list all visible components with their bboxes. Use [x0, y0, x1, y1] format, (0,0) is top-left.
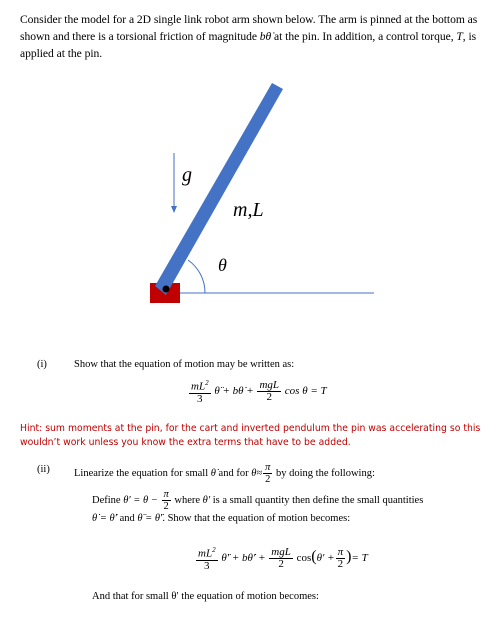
intro-part3: , is applied at the pin. [20, 30, 477, 60]
item-2-line-3 [92, 513, 350, 524]
pi-numerator-b: π [163, 489, 169, 500]
pi-denominator: 2 [265, 474, 271, 485]
eq1-three: 3 [197, 392, 203, 405]
eq2-tail: = T [351, 551, 368, 564]
item-2-line-1c: and for [215, 467, 252, 479]
intro-part1: Consider the model for a 2D single link robot arm shown below. The arm is pinned at the bottom as shown and there is a torsional friction of magnitude [20, 13, 478, 43]
pi-numerator: π [265, 462, 271, 473]
eq2-cos: cos [296, 551, 312, 564]
item-2-line-3d: . Show that the equation of motion becomes: [162, 513, 351, 524]
eq2-inner: θ′ + [316, 551, 335, 564]
angle-label: θ [218, 255, 227, 275]
eq1-mid: θ̈ + bθ̇ + [214, 384, 254, 397]
gravity-arrowhead [171, 206, 177, 213]
theta-dot-prime-eq: θ̇ = θ̇′ [92, 513, 117, 524]
pi-denominator-b: 2 [163, 501, 169, 512]
item-1-number: (i) [37, 359, 47, 370]
equation-of-motion [188, 378, 327, 405]
intro-part2: at the pin. In addition, a control torque, [271, 30, 457, 43]
item-2-line-1e: by doing the following: [273, 467, 375, 479]
gravity-label: g [182, 164, 192, 186]
arm-label: m,L [233, 199, 264, 221]
item-2-line-1 [74, 462, 375, 485]
hint-text: Hint: sum moments at the pin, for the cart and inverted pendulum the pin was accelerating so this wouldn’t work unless you know the extra terms that have to be added. [20, 423, 481, 448]
fraction-mgL-over-2 [257, 380, 281, 403]
fraction-mgL-over-2-b [269, 547, 293, 570]
theta-approx-symbol: θ≈ [251, 467, 263, 479]
item-2-final-line: And that for small θ′ the equation of motion becomes: [92, 591, 319, 602]
eq2-mgL: mgL [271, 545, 291, 558]
eq2-mid: θ̈′ + bθ̇′ + [221, 551, 266, 564]
fraction-mL2-over-3 [189, 378, 211, 405]
item-2-number: (ii) [37, 464, 50, 475]
eq1-sq: 2 [205, 379, 209, 387]
fraction-pi-over-2 [263, 462, 272, 485]
eq2-lparen: ( [311, 547, 317, 565]
item-2-line-2c: where [171, 494, 203, 506]
eq2-two: 2 [278, 557, 284, 570]
fraction-pi-over-2-b [162, 489, 171, 512]
item-2-line-2 [92, 489, 423, 512]
fraction-mL2-over-3-b [196, 545, 218, 572]
fraction-pi-over-2-c [336, 547, 346, 570]
angle-arc [188, 260, 205, 293]
eq2-rparen: ) [346, 547, 352, 565]
item-2-line-2e: is a small quantity then define the small quantities [210, 494, 424, 506]
eq2-pitwo: 2 [337, 557, 344, 570]
item-2-line-3b: and [116, 513, 138, 524]
item-1-text: Show that the equation of motion may be written as: [74, 359, 295, 370]
pin-joint [163, 286, 170, 293]
eq1-two: 2 [266, 390, 272, 403]
eq2-pi: π [337, 545, 344, 558]
linearized-equation [195, 545, 368, 572]
eq2-three: 3 [204, 559, 210, 572]
eq1-mL: mL [191, 380, 206, 393]
eq1-mgL: mgL [259, 378, 280, 391]
friction-symbol: bθ̇ [259, 30, 272, 43]
torque-symbol: T [456, 30, 463, 43]
theta-ddot-prime-eq: θ̈ = θ̈′ [137, 513, 163, 524]
item-2-line-1a: Linearize the equation for small [74, 467, 211, 479]
eq2-mL: mL [198, 547, 213, 560]
eq2-sq: 2 [212, 546, 216, 554]
theta-prime-symbol: θ′ [202, 494, 211, 506]
theta-prime-definition: θ′ = θ − [123, 494, 158, 506]
item-2-line-2a: Define [92, 494, 124, 506]
eq1-tail: cos θ = T [284, 384, 327, 397]
theta-dot-symbol: θ̇ [210, 467, 216, 479]
